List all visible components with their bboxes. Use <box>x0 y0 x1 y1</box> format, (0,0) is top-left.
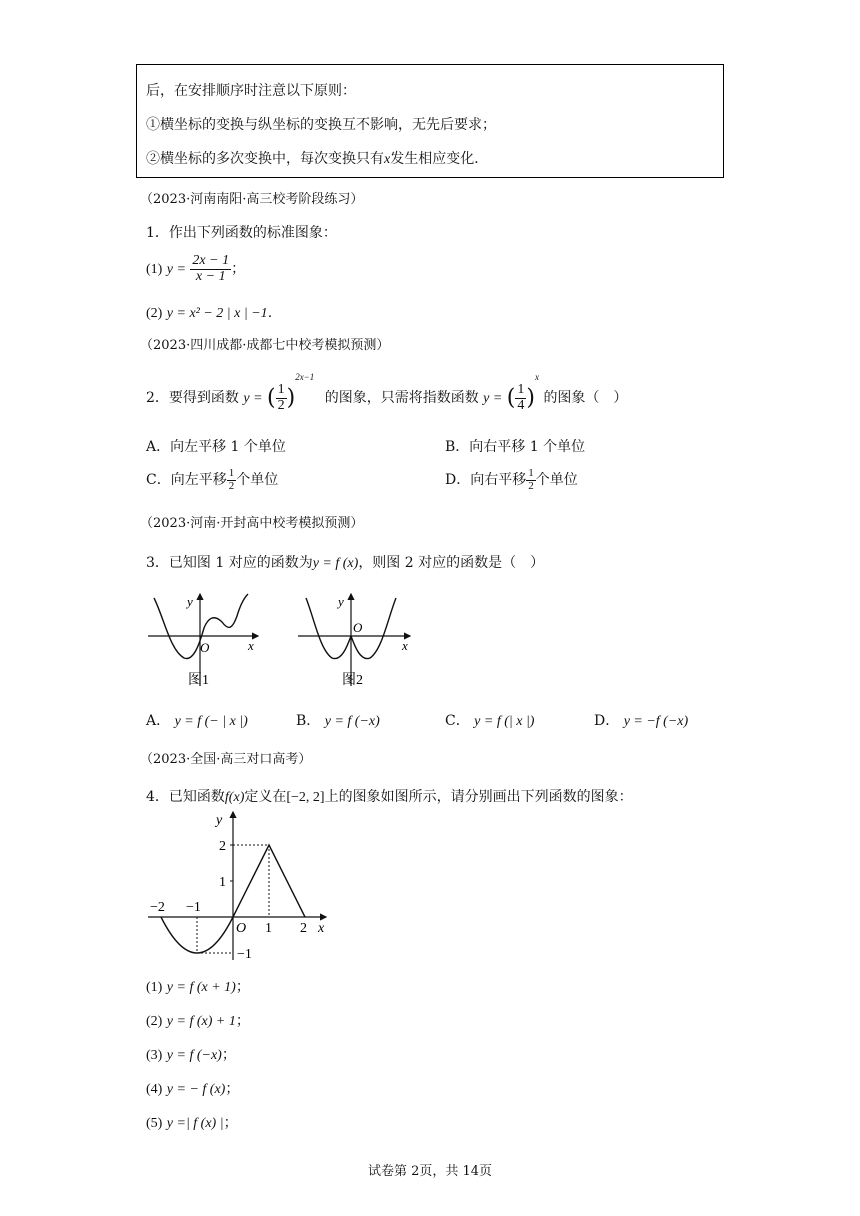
q3-option-c: C． y = f (| x |) <box>445 713 535 729</box>
q4-tick-xm1: −1 <box>186 900 201 915</box>
q2-option-b: B．向右平移 1 个单位 <box>445 439 586 455</box>
q4-tick-x1: 1 <box>265 921 272 936</box>
fig2-axis-y: y <box>338 594 344 609</box>
q3-option-d: D． y = −f (−x) <box>594 713 689 729</box>
q2-option-d: D．向右平移 $\frac{1}{2}$ 个单位 <box>445 467 578 492</box>
q2-option-a: A．向左平移 1 个单位 <box>146 439 286 455</box>
q3-source: （2023·河南·开封高中校考模拟预测） <box>140 516 364 531</box>
q4-tick-y2: 2 <box>219 839 226 854</box>
q1-part-1: (1) y = $\frac{2x - 1}{x - 1}$ ； <box>146 253 246 284</box>
q1-part-2: (2) y = x² − 2 | x | −1． <box>146 306 282 321</box>
figure-2 <box>292 588 422 693</box>
fig1-axis-x: x <box>248 638 254 653</box>
q2-source: （2023·四川成都·成都七中校考模拟预测） <box>140 338 390 353</box>
q2-option-c: C．向左平移 $\frac{1}{2}$ 个单位 <box>146 467 279 492</box>
q1-source: （2023·河南南阳·高三校考阶段练习） <box>140 192 364 207</box>
fig1-axis-y: y <box>187 594 193 609</box>
fig1-origin: O <box>200 640 210 655</box>
box-line-3: ②横坐标的多次变换中，每次变换只有x发生相应变化． <box>146 151 489 167</box>
q4-part-2: (2) y = f (x) + 1； <box>146 1013 250 1029</box>
q3-stem: 3．已知图 1 对应的函数为y = f (x)，则图 2 对应的函数是（ ） <box>146 555 545 571</box>
q4-tick-ym1: −1 <box>237 947 252 962</box>
fig2-origin: O <box>353 620 363 635</box>
q4-source: （2023·全国·高三对口高考） <box>140 752 312 767</box>
q4-axis-x: x <box>318 921 325 936</box>
page-footer: 试卷第 2页，共 14页 <box>367 1164 493 1179</box>
q4-origin: O <box>236 921 247 936</box>
q2-stem: 2．要得到函数 y = ( $\frac{1}{2}$ )$^{2x-1}$ 的图象，只需将指数函数 y = ( $\frac{1}{4}$ )$^x$ 的图象（ ） <box>146 372 628 413</box>
q4-part-1: (1) y = f (x + 1)； <box>146 979 250 995</box>
figure-1 <box>140 588 270 693</box>
q4-part-5: (5) y =| f (x) |； <box>146 1115 238 1131</box>
box-line-1: 后，在安排顺序时注意以下原则： <box>146 83 356 99</box>
q4-part-3: (3) y = f (−x)； <box>146 1047 236 1063</box>
q4-graph <box>140 808 340 966</box>
q3-option-b: B． y = f (−x) <box>296 713 380 729</box>
q4-tick-x2: 2 <box>300 921 307 936</box>
q3-option-a: A． y = f (− | x |) <box>146 713 248 729</box>
q4-stem: 4．已知函数f(x)定义在[−2, 2]上的图象如图所示，请分别画出下列函数的图象： <box>146 789 633 805</box>
q4-axis-y: y <box>216 813 223 828</box>
fig2-caption: 图2 <box>342 673 363 688</box>
fig2-axis-x: x <box>402 638 408 653</box>
q4-part-4: (4) y = − f (x)； <box>146 1081 240 1097</box>
box-line-2: ①横坐标的变换与纵坐标的变换互不影响，无先后要求； <box>146 117 496 133</box>
fig1-caption: 图1 <box>188 673 209 688</box>
q1-stem: 1．作出下列函数的标准图象： <box>146 225 337 241</box>
q4-tick-xm2: −2 <box>150 900 165 915</box>
q4-tick-y1: 1 <box>219 875 226 890</box>
